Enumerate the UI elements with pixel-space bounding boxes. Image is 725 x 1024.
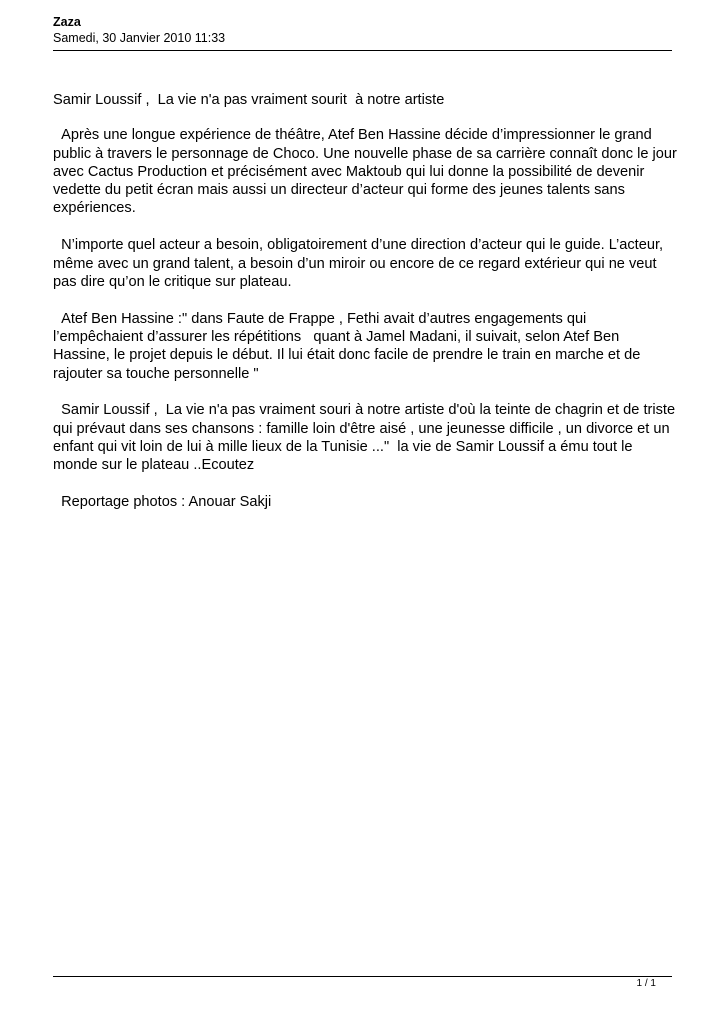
- photo-credit: Reportage photos : Anouar Sakji: [53, 494, 272, 511]
- article-paragraph-1: Après une longue expérience de théâtre, Atef Ben Hassine décide d’impressionner le grand public à travers le personnage de Choco. Une nouvelle phase de sa carrière connaît donc le jour avec Cactus Production et précisément avec Maktoub qui lui donne la possibilité de devenir vedette du petit écran mais aussi un directeur d’acteur qui forme des jeunes talents sans expériences.: [53, 127, 681, 217]
- header-divider: [53, 50, 672, 51]
- author-name: Zaza: [53, 15, 81, 29]
- page-number: 1 / 1: [636, 978, 656, 989]
- footer-divider: [53, 976, 672, 977]
- article-paragraph-3: Atef Ben Hassine :" dans Faute de Frappe , Fethi avait d’autres engagements qui l’empêchaient d’assurer les répétitions quant à Jamel Madani, il suivait, selon Atef Ben Hassine, le projet depuis le début. Il lui était donc facile de prendre le train en marche et de rajouter sa touche personnelle ": [53, 310, 645, 382]
- article-paragraph-2: N’importe quel acteur a besoin, obligatoirement d’une direction d’acteur qui le guide. L’acteur, même avec un grand talent, a besoin d’un miroir ou encore de ce regard extérieur qui ne veut pas dire qu’on le critique sur plateau.: [53, 237, 668, 290]
- page-header: [53, 14, 672, 46]
- article-body: [53, 91, 681, 530]
- article-paragraph-4: Samir Loussif , La vie n'a pas vraiment souri à notre artiste d'où la teinte de chagrin et de triste qui prévaut dans ses chansons : famille loin d'être aisé , une jeunesse difficile , un divorce et un enfant qui vit loin de lui à mille lieux de la Tunisie ..." la vie de Samir Loussif a ému tout le monde sur le plateau ..Ecoutez: [53, 402, 680, 474]
- article-title: Samir Loussif , La vie n'a pas vraiment sourit à notre artiste: [53, 92, 445, 108]
- publication-date: Samedi, 30 Janvier 2010 11:33: [53, 31, 226, 45]
